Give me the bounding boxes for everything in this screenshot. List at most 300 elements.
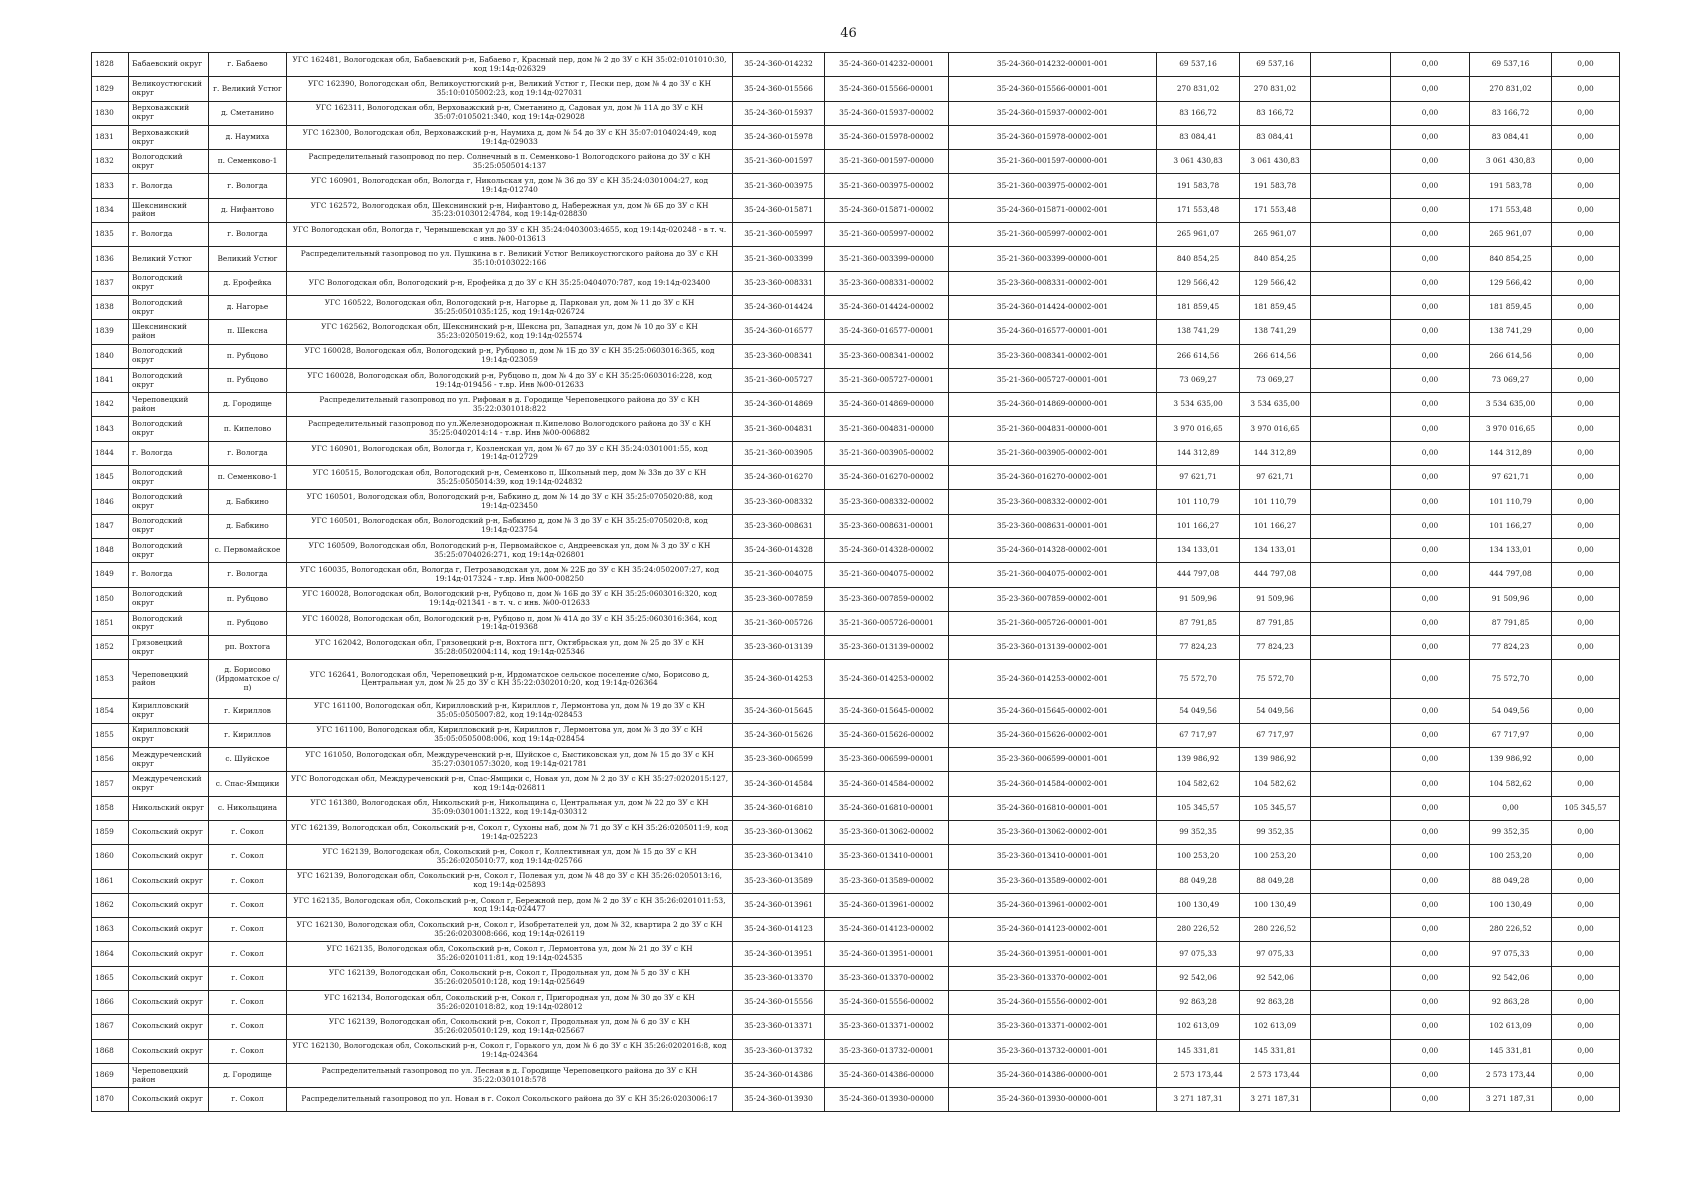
amount-cell: 145 331,81 — [1157, 1039, 1240, 1063]
locality-cell: с. Первомайское — [209, 538, 287, 562]
empty-cell — [1311, 490, 1391, 514]
zero-cell: 0,00 — [1391, 699, 1470, 723]
row-number: 1864 — [92, 942, 129, 966]
district-cell: Сокольский округ — [129, 918, 209, 942]
element-code-cell: 35-23-360-013370-00002-001 — [949, 966, 1157, 990]
locality-cell: п. Рубцово — [209, 344, 287, 368]
row-number: 1854 — [92, 699, 129, 723]
remainder-cell: 0,00 — [1552, 198, 1620, 222]
empty-cell — [1311, 53, 1391, 77]
remainder-cell: 0,00 — [1552, 699, 1620, 723]
object-code-cell: 35-21-360-004075 — [733, 563, 825, 587]
amount-cell: 280 226,52 — [1470, 918, 1552, 942]
part-code-cell: 35-24-360-016810-00001 — [825, 796, 949, 820]
element-code-cell: 35-23-360-013589-00002-001 — [949, 869, 1157, 893]
locality-cell: п. Рубцово — [209, 611, 287, 635]
district-cell: Сокольский округ — [129, 869, 209, 893]
element-code-cell: 35-23-360-013371-00002-001 — [949, 1015, 1157, 1039]
district-cell: Великий Устюг — [129, 247, 209, 271]
amount-cell: 270 831,02 — [1240, 77, 1311, 101]
amount-cell: 101 110,79 — [1470, 490, 1552, 514]
part-code-cell: 35-23-360-013410-00001 — [825, 845, 949, 869]
table-row — [92, 563, 1620, 587]
zero-cell: 0,00 — [1391, 174, 1470, 198]
row-number: 1839 — [92, 320, 129, 344]
part-code-cell: 35-23-360-013589-00002 — [825, 869, 949, 893]
row-number: 1842 — [92, 393, 129, 417]
locality-cell: д. Сметанино — [209, 101, 287, 125]
district-cell: Междуреченский округ — [129, 748, 209, 772]
row-number: 1828 — [92, 53, 129, 77]
description-cell: УГС 162139, Вологодская обл, Сокольский р-н, Сокол г, Коллективная ул, дом № 15 до ЗУ с КН 35:26:0205010:77, код 19:14д-025766 — [287, 845, 733, 869]
object-code-cell: 35-21-360-005727 — [733, 368, 825, 392]
remainder-cell: 0,00 — [1552, 393, 1620, 417]
remainder-cell: 0,00 — [1552, 344, 1620, 368]
locality-cell: п. Рубцово — [209, 368, 287, 392]
amount-cell: 97 621,71 — [1240, 466, 1311, 490]
part-code-cell: 35-21-360-004831-00000 — [825, 417, 949, 441]
element-code-cell: 35-23-360-013062-00002-001 — [949, 820, 1157, 844]
amount-cell: 3 061 430,83 — [1240, 150, 1311, 174]
remainder-cell: 0,00 — [1552, 101, 1620, 125]
zero-cell: 0,00 — [1391, 942, 1470, 966]
description-cell: УГС 162130, Вологодская обл, Сокольский р-н, Сокол г, Горького ул, дом № 6 до ЗУ с КН 35:26:0202016:8, код 19:14д-024364 — [287, 1039, 733, 1063]
amount-cell: 99 352,35 — [1470, 820, 1552, 844]
amount-cell: 101 166,27 — [1240, 514, 1311, 538]
district-cell: Сокольский округ — [129, 1088, 209, 1112]
zero-cell: 0,00 — [1391, 53, 1470, 77]
table-row — [92, 514, 1620, 538]
part-code-cell: 35-23-360-013370-00002 — [825, 966, 949, 990]
part-code-cell: 35-21-360-003975-00002 — [825, 174, 949, 198]
description-cell: УГС 160901, Вологодская обл, Вологда г, Никольская ул, дом № 36 до ЗУ с КН 35:24:0301004:27, код 19:14д-012740 — [287, 174, 733, 198]
amount-cell: 3 534 635,00 — [1470, 393, 1552, 417]
district-cell: Верховажский округ — [129, 101, 209, 125]
amount-cell: 270 831,02 — [1157, 77, 1240, 101]
table-row — [92, 611, 1620, 635]
empty-cell — [1311, 796, 1391, 820]
table-row — [92, 636, 1620, 660]
amount-cell: 280 226,52 — [1240, 918, 1311, 942]
empty-cell — [1311, 990, 1391, 1014]
table-row — [92, 101, 1620, 125]
empty-cell — [1311, 1015, 1391, 1039]
table-body — [92, 53, 1620, 1112]
amount-cell: 144 312,89 — [1157, 441, 1240, 465]
page-number: 46 — [840, 26, 857, 41]
amount-cell: 101 166,27 — [1470, 514, 1552, 538]
row-number: 1870 — [92, 1088, 129, 1112]
amount-cell: 3 061 430,83 — [1470, 150, 1552, 174]
element-code-cell: 35-23-360-007859-00002-001 — [949, 587, 1157, 611]
description-cell: Распределительный газопровод по ул. Новая в г. Сокол Сокольского района до ЗУ с КН 35:26:0203006:17 — [287, 1088, 733, 1112]
remainder-cell: 105 345,57 — [1552, 796, 1620, 820]
object-code-cell: 35-24-360-015937 — [733, 101, 825, 125]
row-number: 1832 — [92, 150, 129, 174]
zero-cell: 0,00 — [1391, 441, 1470, 465]
table-row — [92, 990, 1620, 1014]
district-cell: Сокольский округ — [129, 966, 209, 990]
description-cell: УГС 162300, Вологодская обл, Верховажский р-н, Наумиха д, дом № 54 до ЗУ с КН 35:07:0104024:49, код 19:14д-029033 — [287, 125, 733, 149]
part-code-cell: 35-24-360-015871-00002 — [825, 198, 949, 222]
remainder-cell: 0,00 — [1552, 942, 1620, 966]
element-code-cell: 35-24-360-014232-00001-001 — [949, 53, 1157, 77]
object-code-cell: 35-21-360-001597 — [733, 150, 825, 174]
empty-cell — [1311, 1039, 1391, 1063]
remainder-cell: 0,00 — [1552, 125, 1620, 149]
remainder-cell: 0,00 — [1552, 845, 1620, 869]
empty-cell — [1311, 514, 1391, 538]
district-cell: Грязовецкий округ — [129, 636, 209, 660]
description-cell: УГС 160035, Вологодская обл, Вологда г, Петрозаводская ул, дом № 22Б до ЗУ с КН 35:24:0502007:27, код 19:14д-017324 - т.вр. Инв №00-008250 — [287, 563, 733, 587]
description-cell: УГС 160901, Вологодская обл, Вологда г, Козленская ул, дом № 67 до ЗУ с КН 35:24:0301001:55, код 19:14д-012729 — [287, 441, 733, 465]
locality-cell: г. Сокол — [209, 1088, 287, 1112]
amount-cell: 91 509,96 — [1157, 587, 1240, 611]
row-number: 1862 — [92, 893, 129, 917]
table-row — [92, 538, 1620, 562]
zero-cell: 0,00 — [1391, 101, 1470, 125]
row-number: 1835 — [92, 223, 129, 247]
part-code-cell: 35-24-360-014869-00000 — [825, 393, 949, 417]
element-code-cell: 35-23-360-008631-00001-001 — [949, 514, 1157, 538]
amount-cell: 270 831,02 — [1470, 77, 1552, 101]
zero-cell: 0,00 — [1391, 563, 1470, 587]
zero-cell: 0,00 — [1391, 966, 1470, 990]
zero-cell: 0,00 — [1391, 77, 1470, 101]
district-cell: Вологодский округ — [129, 368, 209, 392]
amount-cell: 77 824,23 — [1157, 636, 1240, 660]
part-code-cell: 35-21-360-003905-00002 — [825, 441, 949, 465]
amount-cell: 0,00 — [1470, 796, 1552, 820]
locality-cell: г. Вологда — [209, 441, 287, 465]
zero-cell: 0,00 — [1391, 1015, 1470, 1039]
amount-cell: 99 352,35 — [1157, 820, 1240, 844]
element-code-cell: 35-24-360-015626-00002-001 — [949, 723, 1157, 747]
locality-cell: г. Великий Устюг — [209, 77, 287, 101]
amount-cell: 83 084,41 — [1240, 125, 1311, 149]
zero-cell: 0,00 — [1391, 1039, 1470, 1063]
part-code-cell: 35-24-360-013951-00001 — [825, 942, 949, 966]
remainder-cell: 0,00 — [1552, 441, 1620, 465]
zero-cell: 0,00 — [1391, 198, 1470, 222]
object-code-cell: 35-21-360-004831 — [733, 417, 825, 441]
amount-cell: 265 961,07 — [1157, 223, 1240, 247]
object-code-cell: 35-24-360-015556 — [733, 990, 825, 1014]
amount-cell: 138 741,29 — [1157, 320, 1240, 344]
amount-cell: 75 572,70 — [1157, 660, 1240, 699]
empty-cell — [1311, 660, 1391, 699]
part-code-cell: 35-23-360-006599-00001 — [825, 748, 949, 772]
description-cell: УГС 162139, Вологодская обл, Сокольский р-н, Сокол г, Сухоны наб, дом № 71 до ЗУ с КН 35:26:0205011:9, код 19:14д-025223 — [287, 820, 733, 844]
object-code-cell: 35-23-360-013062 — [733, 820, 825, 844]
amount-cell: 83 084,41 — [1470, 125, 1552, 149]
zero-cell: 0,00 — [1391, 538, 1470, 562]
amount-cell: 105 345,57 — [1240, 796, 1311, 820]
object-code-cell: 35-23-360-007859 — [733, 587, 825, 611]
amount-cell: 100 130,49 — [1470, 893, 1552, 917]
element-code-cell: 35-23-360-008341-00002-001 — [949, 344, 1157, 368]
amount-cell: 88 049,28 — [1470, 869, 1552, 893]
amount-cell: 69 537,16 — [1157, 53, 1240, 77]
empty-cell — [1311, 845, 1391, 869]
zero-cell: 0,00 — [1391, 223, 1470, 247]
table-row — [92, 125, 1620, 149]
remainder-cell: 0,00 — [1552, 748, 1620, 772]
district-cell: Сокольский округ — [129, 845, 209, 869]
object-code-cell: 35-21-360-003975 — [733, 174, 825, 198]
amount-cell: 77 824,23 — [1470, 636, 1552, 660]
remainder-cell: 0,00 — [1552, 1039, 1620, 1063]
element-code-cell: 35-21-360-001597-00000-001 — [949, 150, 1157, 174]
description-cell: УГС 162641, Вологодская обл, Череповецкий р-н, Ирдоматское сельское поселение с/мо, Борисово д, Центральная ул, дом № 25 до ЗУ с КН 35:22:0302010:20, код 19:14д-026364 — [287, 660, 733, 699]
remainder-cell: 0,00 — [1552, 247, 1620, 271]
table-row — [92, 77, 1620, 101]
description-cell: УГС 161100, Вологодская обл, Кирилловский р-н, Кириллов г, Лермонтова ул, дом № 3 до ЗУ с КН 35:05:0505008:006, код 19:14д-028454 — [287, 723, 733, 747]
amount-cell: 144 312,89 — [1240, 441, 1311, 465]
empty-cell — [1311, 893, 1391, 917]
part-code-cell: 35-23-360-008332-00002 — [825, 490, 949, 514]
object-code-cell: 35-21-360-005997 — [733, 223, 825, 247]
zero-cell: 0,00 — [1391, 611, 1470, 635]
amount-cell: 2 573 173,44 — [1470, 1063, 1552, 1087]
description-cell: УГС 160509, Вологодская обл, Вологодский р-н, Первомайское с, Андреевская ул, дом № 3 до ЗУ с КН 35:25:0704026:271, код 19:14д-026801 — [287, 538, 733, 562]
locality-cell: д. Ерофейка — [209, 271, 287, 295]
element-code-cell: 35-24-360-015871-00002-001 — [949, 198, 1157, 222]
locality-cell: г. Сокол — [209, 893, 287, 917]
amount-cell: 181 859,45 — [1470, 295, 1552, 319]
amount-cell: 69 537,16 — [1240, 53, 1311, 77]
description-cell: УГС 160028, Вологодская обл, Вологодский р-н, Рубцово п, дом № 41А до ЗУ с КН 35:25:0603016:364, код 19:14д-019368 — [287, 611, 733, 635]
element-code-cell: 35-21-360-004075-00002-001 — [949, 563, 1157, 587]
description-cell: УГС 160028, Вологодская обл, Вологодский р-н, Рубцово п, дом № 1Б до ЗУ с КН 35:25:0603016:365, код 19:14д-023059 — [287, 344, 733, 368]
element-code-cell: 35-23-360-013410-00001-001 — [949, 845, 1157, 869]
amount-cell: 3 271 187,31 — [1157, 1088, 1240, 1112]
row-number: 1830 — [92, 101, 129, 125]
amount-cell: 88 049,28 — [1240, 869, 1311, 893]
amount-cell: 2 573 173,44 — [1240, 1063, 1311, 1087]
empty-cell — [1311, 417, 1391, 441]
amount-cell: 83 166,72 — [1157, 101, 1240, 125]
amount-cell: 266 614,56 — [1157, 344, 1240, 368]
empty-cell — [1311, 441, 1391, 465]
table-row — [92, 1063, 1620, 1087]
object-code-cell: 35-23-360-008341 — [733, 344, 825, 368]
row-number: 1838 — [92, 295, 129, 319]
locality-cell: д. Наумиха — [209, 125, 287, 149]
locality-cell: д. Городище — [209, 1063, 287, 1087]
amount-cell: 266 614,56 — [1470, 344, 1552, 368]
locality-cell: г. Сокол — [209, 942, 287, 966]
locality-cell: п. Семенково-1 — [209, 466, 287, 490]
part-code-cell: 35-21-360-005726-00001 — [825, 611, 949, 635]
remainder-cell: 0,00 — [1552, 966, 1620, 990]
amount-cell: 77 824,23 — [1240, 636, 1311, 660]
empty-cell — [1311, 636, 1391, 660]
amount-cell: 67 717,97 — [1470, 723, 1552, 747]
locality-cell: п. Шексна — [209, 320, 287, 344]
remainder-cell: 0,00 — [1552, 1088, 1620, 1112]
amount-cell: 145 331,81 — [1470, 1039, 1552, 1063]
table-row — [92, 271, 1620, 295]
object-code-cell: 35-24-360-014424 — [733, 295, 825, 319]
description-cell: УГС 162042, Вологодская обл, Грязовецкий р-н, Вохтога пгт, Октябрьская ул, дом № 25 до ЗУ с КН 35:28:0502004:114, код 19:14д-025346 — [287, 636, 733, 660]
amount-cell: 129 566,42 — [1470, 271, 1552, 295]
amount-cell: 138 741,29 — [1240, 320, 1311, 344]
locality-cell: г. Сокол — [209, 1039, 287, 1063]
table-row — [92, 247, 1620, 271]
zero-cell: 0,00 — [1391, 587, 1470, 611]
empty-cell — [1311, 125, 1391, 149]
description-cell: Распределительный газопровод по ул.Железнодорожная п.Кипелово Вологодского района до ЗУ с КН 35:25:0402014:14 - т.вр. Инв №00-006882 — [287, 417, 733, 441]
object-code-cell: 35-24-360-013930 — [733, 1088, 825, 1112]
amount-cell: 444 797,08 — [1240, 563, 1311, 587]
district-cell: Шекснинский район — [129, 320, 209, 344]
amount-cell: 87 791,85 — [1157, 611, 1240, 635]
locality-cell: г. Сокол — [209, 869, 287, 893]
part-code-cell: 35-24-360-014232-00001 — [825, 53, 949, 77]
remainder-cell: 0,00 — [1552, 417, 1620, 441]
amount-cell: 101 110,79 — [1157, 490, 1240, 514]
amount-cell: 104 582,62 — [1470, 772, 1552, 796]
element-code-cell: 35-23-360-006599-00001-001 — [949, 748, 1157, 772]
amount-cell: 73 069,27 — [1240, 368, 1311, 392]
table-row — [92, 796, 1620, 820]
element-code-cell: 35-24-360-015937-00002-001 — [949, 101, 1157, 125]
remainder-cell: 0,00 — [1552, 295, 1620, 319]
district-cell: Вологодский округ — [129, 611, 209, 635]
zero-cell: 0,00 — [1391, 893, 1470, 917]
row-number: 1840 — [92, 344, 129, 368]
amount-cell: 67 717,97 — [1240, 723, 1311, 747]
row-number: 1829 — [92, 77, 129, 101]
table-row — [92, 1088, 1620, 1112]
locality-cell: с. Никольщина — [209, 796, 287, 820]
empty-cell — [1311, 723, 1391, 747]
district-cell: Сокольский округ — [129, 820, 209, 844]
description-cell: УГС 162135, Вологодская обл, Сокольский р-н, Сокол г, Лермонтова ул, дом № 21 до ЗУ с КН 35:26:0201011:81, код 19:14д-024535 — [287, 942, 733, 966]
object-code-cell: 35-24-360-015645 — [733, 699, 825, 723]
amount-cell: 102 613,09 — [1157, 1015, 1240, 1039]
zero-cell: 0,00 — [1391, 417, 1470, 441]
table-row — [92, 174, 1620, 198]
district-cell: Сокольский округ — [129, 1015, 209, 1039]
amount-cell: 145 331,81 — [1240, 1039, 1311, 1063]
object-code-cell: 35-23-360-008631 — [733, 514, 825, 538]
remainder-cell: 0,00 — [1552, 990, 1620, 1014]
table-row — [92, 295, 1620, 319]
table-row — [92, 723, 1620, 747]
amount-cell: 87 791,85 — [1240, 611, 1311, 635]
row-number: 1867 — [92, 1015, 129, 1039]
element-code-cell: 35-24-360-014424-00002-001 — [949, 295, 1157, 319]
element-code-cell: 35-24-360-016810-00001-001 — [949, 796, 1157, 820]
amount-cell: 99 352,35 — [1240, 820, 1311, 844]
description-cell: Распределительный газопровод по ул. Рифовая в д. Городище Череповецкого района до ЗУ с КН 35:22:0301018:822 — [287, 393, 733, 417]
object-code-cell: 35-23-360-013732 — [733, 1039, 825, 1063]
amount-cell: 102 613,09 — [1470, 1015, 1552, 1039]
part-code-cell: 35-23-360-008631-00001 — [825, 514, 949, 538]
description-cell: УГС 162130, Вологодская обл, Сокольский р-н, Сокол г, Изобретателей ул, дом № 32, квартира 2 до ЗУ с КН 35:26:0203008:666, код 19:14д-026119 — [287, 918, 733, 942]
district-cell: Вологодский округ — [129, 344, 209, 368]
amount-cell: 139 986,92 — [1240, 748, 1311, 772]
description-cell: УГС Вологодская обл, Междуреченский р-н, Спас-Ямщики с, Новая ул, дом № 2 до ЗУ с КН 35:27:0202015:127, код 19:14д-026811 — [287, 772, 733, 796]
district-cell: Сокольский округ — [129, 990, 209, 1014]
row-number: 1853 — [92, 660, 129, 699]
amount-cell: 265 961,07 — [1470, 223, 1552, 247]
element-code-cell: 35-23-360-008332-00002-001 — [949, 490, 1157, 514]
remainder-cell: 0,00 — [1552, 150, 1620, 174]
empty-cell — [1311, 869, 1391, 893]
part-code-cell: 35-23-360-008331-00002 — [825, 271, 949, 295]
object-code-cell: 35-24-360-013951 — [733, 942, 825, 966]
locality-cell: г. Сокол — [209, 990, 287, 1014]
table-row — [92, 748, 1620, 772]
part-code-cell: 35-24-360-015556-00002 — [825, 990, 949, 1014]
element-code-cell: 35-24-360-015978-00002-001 — [949, 125, 1157, 149]
amount-cell: 97 075,33 — [1157, 942, 1240, 966]
district-cell: Бабаевский округ — [129, 53, 209, 77]
amount-cell: 181 859,45 — [1240, 295, 1311, 319]
amount-cell: 75 572,70 — [1240, 660, 1311, 699]
element-code-cell: 35-24-360-014123-00002-001 — [949, 918, 1157, 942]
district-cell: Череповецкий район — [129, 1063, 209, 1087]
description-cell: УГС 162390, Вологодская обл, Великоустюгский р-н, Великий Устюг г, Пески пер, дом № 4 до ЗУ с КН 35:10:0105002:23, код 19:14д-027031 — [287, 77, 733, 101]
row-number: 1869 — [92, 1063, 129, 1087]
amount-cell: 67 717,97 — [1157, 723, 1240, 747]
empty-cell — [1311, 563, 1391, 587]
district-cell: г. Вологда — [129, 441, 209, 465]
part-code-cell: 35-21-360-001597-00000 — [825, 150, 949, 174]
zero-cell: 0,00 — [1391, 466, 1470, 490]
element-code-cell: 35-24-360-014328-00002-001 — [949, 538, 1157, 562]
locality-cell: д. Нифантово — [209, 198, 287, 222]
table-row — [92, 150, 1620, 174]
locality-cell: г. Сокол — [209, 820, 287, 844]
amount-cell: 105 345,57 — [1157, 796, 1240, 820]
empty-cell — [1311, 198, 1391, 222]
object-code-cell: 35-24-360-014869 — [733, 393, 825, 417]
amount-cell: 83 166,72 — [1470, 101, 1552, 125]
description-cell: УГС 160028, Вологодская обл, Вологодский р-н, Рубцово п, дом № 4 до ЗУ с КН 35:25:0603016:228, код 19:14д-019456 - т.вр. Инв №00-012633 — [287, 368, 733, 392]
district-cell: Междуреченский округ — [129, 772, 209, 796]
district-cell: Вологодский округ — [129, 295, 209, 319]
element-code-cell: 35-24-360-015645-00002-001 — [949, 699, 1157, 723]
empty-cell — [1311, 918, 1391, 942]
part-code-cell: 35-24-360-015626-00002 — [825, 723, 949, 747]
amount-cell: 840 854,25 — [1470, 247, 1552, 271]
remainder-cell: 0,00 — [1552, 660, 1620, 699]
empty-cell — [1311, 174, 1391, 198]
element-code-cell: 35-23-360-008331-00002-001 — [949, 271, 1157, 295]
locality-cell: г. Сокол — [209, 918, 287, 942]
description-cell: УГС Вологодская обл, Вологодский р-н, Ерофейка д до ЗУ с КН 35:25:0404070:787, код 19:14д-023400 — [287, 271, 733, 295]
zero-cell: 0,00 — [1391, 393, 1470, 417]
object-code-cell: 35-21-360-005726 — [733, 611, 825, 635]
object-code-cell: 35-24-360-015871 — [733, 198, 825, 222]
amount-cell: 3 534 635,00 — [1240, 393, 1311, 417]
element-code-cell: 35-24-360-013951-00001-001 — [949, 942, 1157, 966]
empty-cell — [1311, 247, 1391, 271]
remainder-cell: 0,00 — [1552, 1063, 1620, 1087]
remainder-cell: 0,00 — [1552, 636, 1620, 660]
element-code-cell: 35-24-360-014253-00002-001 — [949, 660, 1157, 699]
description-cell: УГС 160515, Вологодская обл, Вологодский р-н, Семенково п, Школьный пер, дом № 33в до ЗУ с КН 35:25:0505014:39, код 19:14д-024832 — [287, 466, 733, 490]
locality-cell: г. Бабаево — [209, 53, 287, 77]
part-code-cell: 35-21-360-004075-00002 — [825, 563, 949, 587]
description-cell: УГС Вологодская обл, Вологда г, Чернышевская ул до ЗУ с КН 35:24:0403003:4655, код 19:14д-020248 - в т. ч. с инв. №00-013613 — [287, 223, 733, 247]
object-code-cell: 35-21-360-003399 — [733, 247, 825, 271]
row-number: 1856 — [92, 748, 129, 772]
